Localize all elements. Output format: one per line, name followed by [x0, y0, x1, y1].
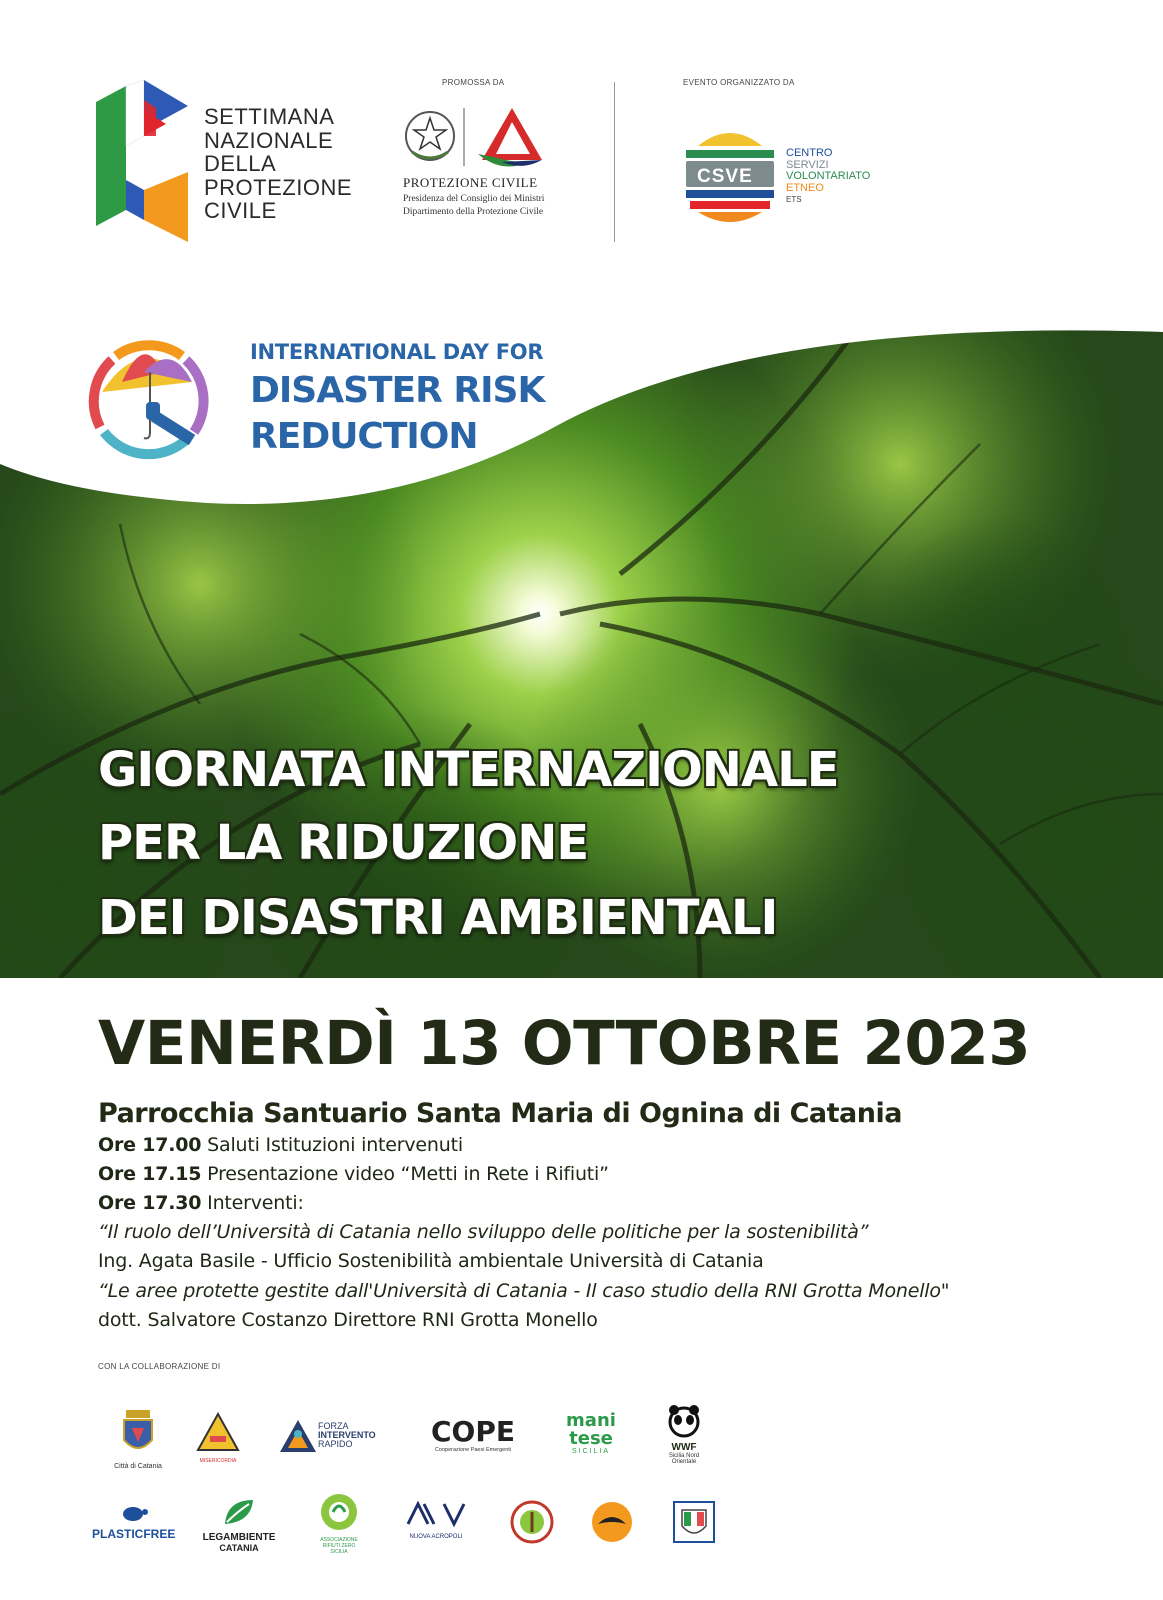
misericordia-logo: MISERICORDIA — [192, 1412, 244, 1465]
wwf-logo: WWF Sicilia Nord Orientale — [660, 1404, 708, 1465]
idrr-umbrella-logo — [82, 332, 212, 462]
event-venue: Parrocchia Santuario Santa Maria di Ognina di Catania — [98, 1098, 902, 1129]
eagle-emblem-icon — [590, 1500, 634, 1544]
mani-tese-logo: mani tese SICILIA — [566, 1410, 616, 1455]
program-text: Presentazione video “Metti in Rete i Rifiuti” — [201, 1163, 609, 1185]
hero-title-line-3: DEI DISASTRI AMBIENTALI — [98, 890, 778, 946]
program-time: Ore 17.00 — [98, 1134, 202, 1156]
protezione-civile-subtitle-2: Dipartimento della Protezione Civile — [403, 207, 544, 217]
protezione-civile-logo — [402, 104, 552, 170]
legambiente-logo: LEGAMBIENTE CATANIA — [196, 1496, 282, 1553]
talk-title-2: “Le aree protette gestite dall'Università di Catania - Il caso studio della RNI Grotta Monello" — [98, 1280, 950, 1302]
shield-emblem-icon — [672, 1500, 716, 1544]
csve-full-name: CENTRO SERVIZI VOLONTARIATO ETNEO ETS — [786, 147, 871, 204]
settimana-protezione-civile-logo — [96, 80, 188, 242]
round-emblem-icon — [510, 1500, 554, 1544]
promossa-da-label: PROMOSSA DA — [442, 78, 505, 87]
idrr-title-line-3: REDUCTION — [250, 416, 478, 457]
program-time: Ore 17.30 — [98, 1192, 202, 1214]
association-shield-logo — [670, 1500, 718, 1549]
speaker-2: dott. Salvatore Costanzo Direttore RNI Grotta Monello — [98, 1309, 598, 1331]
idrr-title-line-1: INTERNATIONAL DAY FOR — [250, 340, 544, 364]
rifiuti-zero-logo: ASSOCIAZIONE RIFIUTI ZERO SICILIA — [312, 1492, 366, 1555]
protezione-civile-subtitle-1: Presidenza del Consiglio dei Ministri — [403, 194, 545, 204]
association-round-logo-2 — [588, 1500, 636, 1549]
program-text: Interventi: — [201, 1192, 304, 1214]
protezione-civile-name: PROTEZIONE CIVILE — [403, 175, 538, 190]
leaf-icon — [221, 1496, 257, 1528]
nuova-acropoli-logo: NUOVA ACROPOLI — [400, 1500, 472, 1541]
program-text: Saluti Istituzioni intervenuti — [201, 1134, 463, 1156]
program-item-2 — [98, 1163, 609, 1185]
talk-title-1: “Il ruolo dell’Università di Catania nello sviluppo delle politiche per la sostenibilità” — [98, 1221, 869, 1243]
hero-title-line-2: PER LA RIDUZIONE — [98, 815, 589, 871]
forza-intervento-rapido-logo: FORZA INTERVENTO RAPIDO — [278, 1418, 390, 1454]
fir-icon — [278, 1418, 318, 1454]
recycle-icon — [317, 1492, 361, 1532]
acropoli-icon — [404, 1500, 468, 1528]
citta-di-catania-logo: Città di Catania — [108, 1408, 168, 1471]
collaboration-label: CON LA COLLABORAZIONE DI — [98, 1362, 221, 1371]
misericordia-icon — [196, 1412, 240, 1452]
cope-logo: COPE Cooperazione Paesi Emergenti — [431, 1415, 515, 1453]
plasticfree-logo: PLASTICFREE — [92, 1504, 174, 1541]
hero-title-line-1: GIORNATA INTERNAZIONALE — [98, 742, 839, 798]
coat-of-arms-icon — [118, 1408, 158, 1458]
program-item-1 — [98, 1134, 463, 1156]
speaker-1: Ing. Agata Basile - Ufficio Sostenibilità ambientale Università di Catania — [98, 1250, 764, 1272]
settimana-protezione-civile-title: SETTIMANA NAZIONALE DELLA PROTEZIONE CIVILE — [204, 104, 353, 223]
program-time: Ore 17.15 — [98, 1163, 202, 1185]
header-divider — [614, 82, 615, 242]
turtle-icon — [118, 1504, 148, 1522]
idrr-title-line-2: DISASTER RISK — [250, 370, 545, 411]
program-item-3 — [98, 1192, 304, 1214]
panda-icon — [666, 1404, 702, 1438]
event-date: VENERDÌ 13 OTTOBRE 2023 — [98, 1008, 1031, 1079]
evento-organizzato-da-label: EVENTO ORGANIZZATO DA — [683, 78, 795, 87]
association-round-logo-1 — [508, 1500, 556, 1549]
csve-abbr: CSVE — [697, 166, 753, 187]
